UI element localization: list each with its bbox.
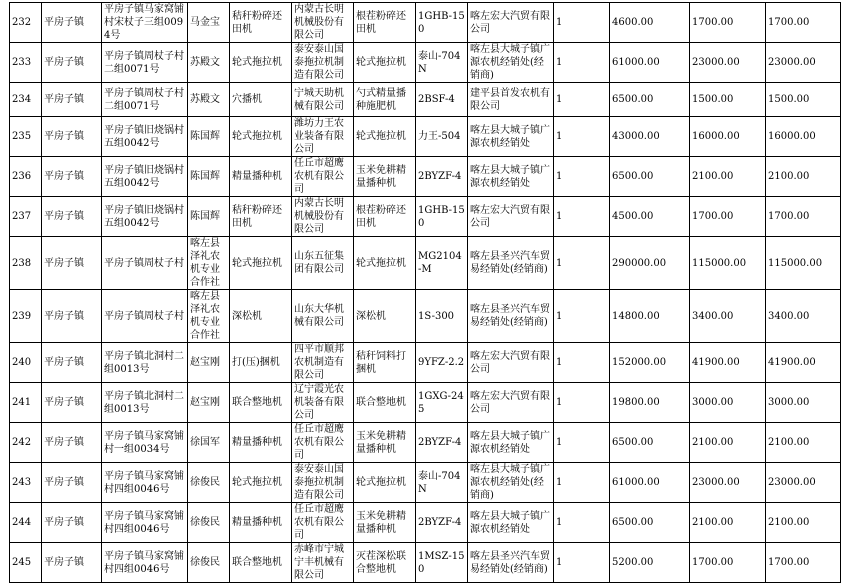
model-cell: 9YFZ-2.2 xyxy=(416,343,468,383)
manufacturer-cell: 赤峰市宁城宁丰机械有限公司 xyxy=(292,543,354,583)
machine-type-cell: 轮式拖拉机 xyxy=(230,43,292,83)
subsidy-cell: 23000.00 xyxy=(690,463,766,503)
dealer-cell: 建平县首发农机有限公司 xyxy=(468,83,554,117)
price-cell: 61000.00 xyxy=(610,463,690,503)
product-name-cell: 轮式拖拉机 xyxy=(354,43,416,83)
manufacturer-cell: 潍坊力王农业装备有限公司 xyxy=(292,117,354,157)
row-number: 234 xyxy=(10,83,42,117)
subsidy-cell: 41900.00 xyxy=(690,343,766,383)
total-subsidy-cell: 16000.00 xyxy=(766,117,841,157)
row-number: 239 xyxy=(10,290,42,343)
product-name-cell: 轮式拖拉机 xyxy=(354,463,416,503)
manufacturer-cell: 山东五征集团有限公司 xyxy=(292,237,354,290)
model-cell: 1S-300 xyxy=(416,290,468,343)
table-row xyxy=(10,503,841,543)
machine-type-cell: 打(压)捆机 xyxy=(230,343,292,383)
model-cell: 1MSZ-150 xyxy=(416,543,468,583)
model-cell: 泰山-704N xyxy=(416,463,468,503)
buyer-name-cell: 徐俊民 xyxy=(188,543,230,583)
product-name-cell: 联合整地机 xyxy=(354,383,416,423)
price-cell: 152000.00 xyxy=(610,343,690,383)
subsidy-cell: 3400.00 xyxy=(690,290,766,343)
product-name-cell: 根茬粉碎还田机 xyxy=(354,3,416,43)
subsidy-cell: 23000.00 xyxy=(690,43,766,83)
quantity-cell: 1 xyxy=(554,83,610,117)
subsidy-cell: 3000.00 xyxy=(690,383,766,423)
price-cell: 14800.00 xyxy=(610,290,690,343)
buyer-name-cell: 陈国辉 xyxy=(188,117,230,157)
manufacturer-cell: 辽宁霞光农机装备有限公司 xyxy=(292,383,354,423)
total-subsidy-cell: 1700.00 xyxy=(766,543,841,583)
price-cell: 5200.00 xyxy=(610,543,690,583)
machine-type-cell: 秸秆粉碎还田机 xyxy=(230,3,292,43)
manufacturer-cell: 内蒙古长明机械股份有限公司 xyxy=(292,3,354,43)
total-subsidy-cell: 2100.00 xyxy=(766,423,841,463)
quantity-cell: 1 xyxy=(554,543,610,583)
total-subsidy-cell: 23000.00 xyxy=(766,463,841,503)
address-cell: 平房子镇周杖子村二组0071号 xyxy=(102,43,188,83)
town-cell: 平房子镇 xyxy=(42,3,102,43)
price-cell: 6500.00 xyxy=(610,83,690,117)
table-row xyxy=(10,463,841,503)
row-number: 233 xyxy=(10,43,42,83)
table-row xyxy=(10,117,841,157)
dealer-cell: 喀左县大城子镇广源农机经销处 xyxy=(468,117,554,157)
machine-type-cell: 轮式拖拉机 xyxy=(230,117,292,157)
product-name-cell: 灭茬深松联合整地机 xyxy=(354,543,416,583)
row-number: 237 xyxy=(10,197,42,237)
quantity-cell: 1 xyxy=(554,383,610,423)
dealer-cell: 喀左县圣兴汽车贸易经销处(经销商) xyxy=(468,543,554,583)
town-cell: 平房子镇 xyxy=(42,463,102,503)
product-name-cell: 勺式精量播种施肥机 xyxy=(354,83,416,117)
row-number: 238 xyxy=(10,237,42,290)
address-cell: 平房子镇马家窝铺村一组0034号 xyxy=(102,423,188,463)
price-cell: 6500.00 xyxy=(610,503,690,543)
town-cell: 平房子镇 xyxy=(42,290,102,343)
model-cell: 1GHB-150 xyxy=(416,197,468,237)
machine-type-cell: 深松机 xyxy=(230,290,292,343)
model-cell: 力王-504 xyxy=(416,117,468,157)
machine-type-cell: 联合整地机 xyxy=(230,383,292,423)
dealer-cell: 喀左县大城子镇广源农机经销处(经销商) xyxy=(468,43,554,83)
subsidy-cell: 1700.00 xyxy=(690,3,766,43)
quantity-cell: 1 xyxy=(554,197,610,237)
table-row xyxy=(10,157,841,197)
buyer-name-cell: 徐国军 xyxy=(188,423,230,463)
total-subsidy-cell: 115000.00 xyxy=(766,237,841,290)
model-cell: 2BYZF-4 xyxy=(416,423,468,463)
address-cell: 平房子镇周杖子村二组0071号 xyxy=(102,83,188,117)
model-cell: 2BSF-4 xyxy=(416,83,468,117)
product-name-cell: 轮式拖拉机 xyxy=(354,237,416,290)
town-cell: 平房子镇 xyxy=(42,157,102,197)
buyer-name-cell: 苏殿文 xyxy=(188,83,230,117)
town-cell: 平房子镇 xyxy=(42,117,102,157)
subsidy-cell: 115000.00 xyxy=(690,237,766,290)
town-cell: 平房子镇 xyxy=(42,43,102,83)
table-row xyxy=(10,197,841,237)
row-number: 245 xyxy=(10,543,42,583)
town-cell: 平房子镇 xyxy=(42,237,102,290)
address-cell: 平房子镇马家窝铺村四组0046号 xyxy=(102,503,188,543)
subsidy-cell: 2100.00 xyxy=(690,157,766,197)
total-subsidy-cell: 1700.00 xyxy=(766,197,841,237)
machine-type-cell: 精量播种机 xyxy=(230,503,292,543)
town-cell: 平房子镇 xyxy=(42,343,102,383)
buyer-name-cell: 赵宝刚 xyxy=(188,343,230,383)
subsidy-table xyxy=(9,2,841,583)
manufacturer-cell: 内蒙古长明机械股份有限公司 xyxy=(292,197,354,237)
machine-type-cell: 轮式拖拉机 xyxy=(230,463,292,503)
product-name-cell: 轮式拖拉机 xyxy=(354,117,416,157)
buyer-name-cell: 赵宝刚 xyxy=(188,383,230,423)
product-name-cell: 深松机 xyxy=(354,290,416,343)
town-cell: 平房子镇 xyxy=(42,197,102,237)
town-cell: 平房子镇 xyxy=(42,423,102,463)
town-cell: 平房子镇 xyxy=(42,503,102,543)
row-number: 244 xyxy=(10,503,42,543)
dealer-cell: 喀左宏大汽贸有限公司 xyxy=(468,3,554,43)
total-subsidy-cell: 1500.00 xyxy=(766,83,841,117)
subsidy-cell: 1700.00 xyxy=(690,197,766,237)
quantity-cell: 1 xyxy=(554,237,610,290)
dealer-cell: 喀左宏大汽贸有限公司 xyxy=(468,383,554,423)
manufacturer-cell: 任丘市超鹰农机有限公司 xyxy=(292,157,354,197)
quantity-cell: 1 xyxy=(554,157,610,197)
table-row xyxy=(10,423,841,463)
subsidy-cell: 2100.00 xyxy=(690,423,766,463)
machine-type-cell: 精量播种机 xyxy=(230,423,292,463)
dealer-cell: 喀左县大城子镇广源农机经销处 xyxy=(468,503,554,543)
total-subsidy-cell: 23000.00 xyxy=(766,43,841,83)
subsidy-cell: 1500.00 xyxy=(690,83,766,117)
dealer-cell: 喀左宏大汽贸有限公司 xyxy=(468,197,554,237)
dealer-cell: 喀左县大城子镇广源农机经销处(经销商) xyxy=(468,463,554,503)
machine-type-cell: 秸秆粉碎还田机 xyxy=(230,197,292,237)
town-cell: 平房子镇 xyxy=(42,383,102,423)
buyer-name-cell: 苏殿文 xyxy=(188,43,230,83)
quantity-cell: 1 xyxy=(554,503,610,543)
table-row xyxy=(10,43,841,83)
total-subsidy-cell: 1700.00 xyxy=(766,3,841,43)
buyer-name-cell: 陈国辉 xyxy=(188,157,230,197)
price-cell: 6500.00 xyxy=(610,423,690,463)
town-cell: 平房子镇 xyxy=(42,543,102,583)
dealer-cell: 喀左县大城子镇广源农机经销处 xyxy=(468,157,554,197)
table-row xyxy=(10,3,841,43)
subsidy-table-sheet xyxy=(9,2,823,583)
dealer-cell: 喀左县圣兴汽车贸易经销处(经销商) xyxy=(468,290,554,343)
total-subsidy-cell: 2100.00 xyxy=(766,503,841,543)
address-cell: 平房子镇旧烧锅村五组0042号 xyxy=(102,157,188,197)
quantity-cell: 1 xyxy=(554,3,610,43)
manufacturer-cell: 任丘市超鹰农机有限公司 xyxy=(292,503,354,543)
address-cell: 平房子镇周杖子村 xyxy=(102,237,188,290)
quantity-cell: 1 xyxy=(554,43,610,83)
subsidy-cell: 2100.00 xyxy=(690,503,766,543)
price-cell: 61000.00 xyxy=(610,43,690,83)
address-cell: 平房子镇北洞村二组0013号 xyxy=(102,383,188,423)
product-name-cell: 根茬粉碎还田机 xyxy=(354,197,416,237)
machine-type-cell: 穴播机 xyxy=(230,83,292,117)
model-cell: 1GHB-150 xyxy=(416,3,468,43)
total-subsidy-cell: 3000.00 xyxy=(766,383,841,423)
product-name-cell: 玉米免耕精量播种机 xyxy=(354,157,416,197)
total-subsidy-cell: 3400.00 xyxy=(766,290,841,343)
row-number: 232 xyxy=(10,3,42,43)
buyer-name-cell: 徐俊民 xyxy=(188,503,230,543)
total-subsidy-cell: 41900.00 xyxy=(766,343,841,383)
model-cell: 2BYZF-4 xyxy=(416,503,468,543)
dealer-cell: 喀左宏大汽贸有限公司 xyxy=(468,343,554,383)
manufacturer-cell: 山东大华机械有限公司 xyxy=(292,290,354,343)
quantity-cell: 1 xyxy=(554,117,610,157)
table-row xyxy=(10,543,841,583)
table-row xyxy=(10,343,841,383)
machine-type-cell: 联合整地机 xyxy=(230,543,292,583)
row-number: 236 xyxy=(10,157,42,197)
buyer-name-cell: 马金宝 xyxy=(188,3,230,43)
quantity-cell: 1 xyxy=(554,343,610,383)
price-cell: 19800.00 xyxy=(610,383,690,423)
price-cell: 290000.00 xyxy=(610,237,690,290)
table-body xyxy=(10,3,841,583)
row-number: 235 xyxy=(10,117,42,157)
product-name-cell: 玉米免耕精量播种机 xyxy=(354,503,416,543)
model-cell: 2BYZF-4 xyxy=(416,157,468,197)
address-cell: 平房子镇马家窝铺村宋杖子三组0094号 xyxy=(102,3,188,43)
manufacturer-cell: 宁城天助机械有限公司 xyxy=(292,83,354,117)
manufacturer-cell: 任丘市超鹰农机有限公司 xyxy=(292,423,354,463)
buyer-name-cell: 徐俊民 xyxy=(188,463,230,503)
quantity-cell: 1 xyxy=(554,290,610,343)
manufacturer-cell: 泰安泰山国泰拖拉机制造有限公司 xyxy=(292,43,354,83)
address-cell: 平房子镇周杖子村 xyxy=(102,290,188,343)
manufacturer-cell: 泰安泰山国泰拖拉机制造有限公司 xyxy=(292,463,354,503)
row-number: 240 xyxy=(10,343,42,383)
model-cell: MG2104-M xyxy=(416,237,468,290)
manufacturer-cell: 四平市顺邦农机制造有限公司 xyxy=(292,343,354,383)
table-row xyxy=(10,83,841,117)
price-cell: 43000.00 xyxy=(610,117,690,157)
price-cell: 6500.00 xyxy=(610,157,690,197)
product-name-cell: 玉米免耕精量播种机 xyxy=(354,423,416,463)
row-number: 243 xyxy=(10,463,42,503)
table-row xyxy=(10,383,841,423)
price-cell: 4600.00 xyxy=(610,3,690,43)
address-cell: 平房子镇北洞村二组0013号 xyxy=(102,343,188,383)
town-cell: 平房子镇 xyxy=(42,83,102,117)
model-cell: 1GXG-245 xyxy=(416,383,468,423)
table-row xyxy=(10,237,841,290)
product-name-cell: 秸秆饲料打捆机 xyxy=(354,343,416,383)
address-cell: 平房子镇旧烧锅村五组0042号 xyxy=(102,117,188,157)
buyer-name-cell: 陈国辉 xyxy=(188,197,230,237)
address-cell: 平房子镇旧烧锅村五组0042号 xyxy=(102,197,188,237)
price-cell: 4500.00 xyxy=(610,197,690,237)
quantity-cell: 1 xyxy=(554,463,610,503)
subsidy-cell: 1700.00 xyxy=(690,543,766,583)
buyer-name-cell: 喀左县泽礼农机专业合作社 xyxy=(188,290,230,343)
machine-type-cell: 轮式拖拉机 xyxy=(230,237,292,290)
buyer-name-cell: 喀左县泽礼农机专业合作社 xyxy=(188,237,230,290)
table-row xyxy=(10,290,841,343)
total-subsidy-cell: 2100.00 xyxy=(766,157,841,197)
model-cell: 泰山-704N xyxy=(416,43,468,83)
quantity-cell: 1 xyxy=(554,423,610,463)
machine-type-cell: 精量播种机 xyxy=(230,157,292,197)
address-cell: 平房子镇马家窝铺村四组0046号 xyxy=(102,463,188,503)
dealer-cell: 喀左县大城子镇广源农机经销处 xyxy=(468,423,554,463)
dealer-cell: 喀左县圣兴汽车贸易经销处(经销商) xyxy=(468,237,554,290)
row-number: 242 xyxy=(10,423,42,463)
subsidy-cell: 16000.00 xyxy=(690,117,766,157)
row-number: 241 xyxy=(10,383,42,423)
address-cell: 平房子镇马家窝铺村四组0046号 xyxy=(102,543,188,583)
